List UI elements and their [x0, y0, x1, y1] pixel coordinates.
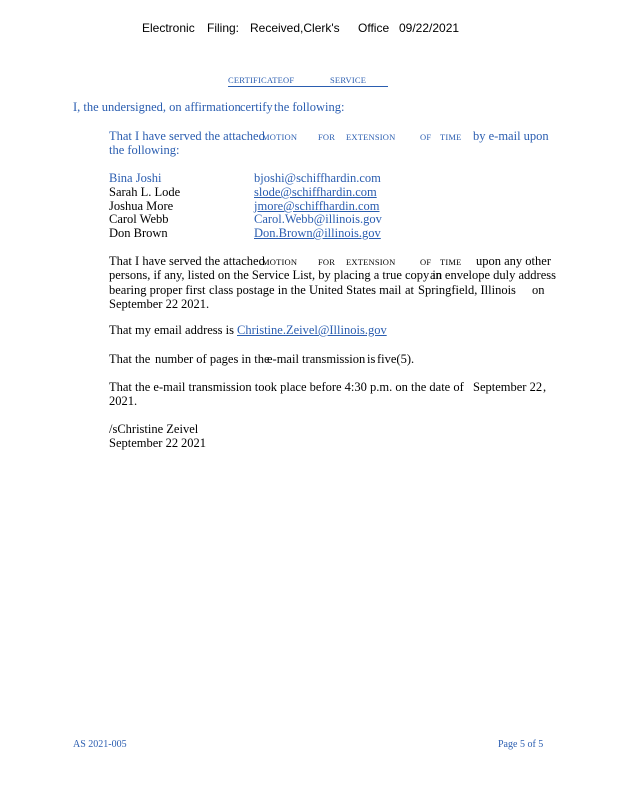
header-electronic: Electronic — [142, 21, 195, 35]
intro-text-1: I, the undersigned, on affirmation — [73, 100, 241, 114]
para2-line4: September 22 — [109, 297, 179, 311]
para2-line3c: at — [405, 283, 415, 297]
contact-email-link[interactable]: Christine.Zeivel@Illinois.gov — [237, 323, 387, 337]
para4-text-4: is — [367, 352, 376, 366]
header-office: Office — [358, 21, 390, 35]
para2-of: OF — [420, 257, 432, 267]
para2-line2a: persons, if any, listed on the Service List, by placing a true copy in — [109, 268, 443, 282]
para5-text-2: September 22 — [473, 380, 543, 394]
para1-motion: MOTION — [262, 132, 298, 142]
para5-text-1: That the e-mail transmission took place before 4:30 p.m. on the date of — [109, 380, 464, 394]
recipient-name: Carol Webb — [109, 212, 169, 226]
recipient-email-link[interactable]: Don.Brown@illinois.gov — [254, 226, 381, 240]
para2-text: That I have served the attached — [109, 254, 265, 268]
header-date: 09/22/2021 — [399, 21, 460, 35]
para1-email-upon: by e-mail upon — [473, 129, 549, 143]
para4-text-1: That the — [109, 352, 151, 366]
para1-of: OF — [420, 132, 432, 142]
para1-line2: the following: — [109, 143, 180, 157]
intro-text-3: the following: — [274, 100, 345, 114]
intro-text-2: certify — [240, 100, 273, 114]
para2-line3d: Springfield, Illinois — [418, 283, 516, 297]
para2-line4b: 2021. — [181, 297, 210, 311]
para1-text: That I have served the attached — [109, 129, 265, 143]
footer-case-number: AS 2021-005 — [73, 739, 127, 750]
para4-text-2: number of pages in the — [155, 352, 270, 366]
signature-date: September 22 — [109, 436, 179, 450]
para2-extension: EXTENSION — [346, 257, 396, 267]
para2-for: FOR — [318, 257, 336, 267]
recipient-email[interactable]: bjoshi@schiffhardin.com — [254, 171, 381, 185]
recipient-email-link[interactable]: slode@schiffhardin.com — [254, 185, 377, 199]
para2-line2b: an envelope duly address — [430, 268, 557, 282]
para4-text-3: e-mail transmission — [267, 352, 366, 366]
title-service: SERVICE — [330, 75, 367, 85]
recipient-name: Sarah L. Lode — [109, 185, 181, 199]
para5-line2: 2021. — [109, 394, 138, 408]
title-certificate: CERTIFICATEOF — [228, 75, 295, 85]
header-filing: Filing: — [207, 21, 240, 35]
footer-page-number: Page 5 of 5 — [498, 739, 544, 750]
signature-name: /sChristine Zeivel — [109, 422, 199, 436]
para1-for: FOR — [318, 132, 336, 142]
para4-text-5: five(5). — [377, 352, 415, 366]
para2-line3e: on — [532, 283, 545, 297]
recipient-email[interactable]: Carol.Webb@illinois.gov — [254, 212, 382, 226]
para3-text: That my email address is — [109, 323, 234, 337]
para2-line3b: class postage in the United States mail — [209, 283, 402, 297]
para2-time: TIME — [440, 257, 462, 267]
recipient-name: Bina Joshi — [109, 171, 162, 185]
signature-year: 2021 — [181, 436, 206, 450]
recipient-email-link[interactable]: jmore@schiffhardin.com — [254, 199, 380, 213]
para1-time: TIME — [440, 132, 462, 142]
para2-upon: upon any other — [476, 254, 551, 268]
recipient-name: Don Brown — [109, 226, 168, 240]
recipient-name: Joshua More — [109, 199, 174, 213]
para5-text-3: , — [543, 380, 547, 394]
header-received: Received,Clerk's — [250, 21, 340, 35]
para2-motion: MOTION — [262, 257, 298, 267]
para2-line3a: bearing proper first — [109, 283, 206, 297]
para1-extension: EXTENSION — [346, 132, 396, 142]
